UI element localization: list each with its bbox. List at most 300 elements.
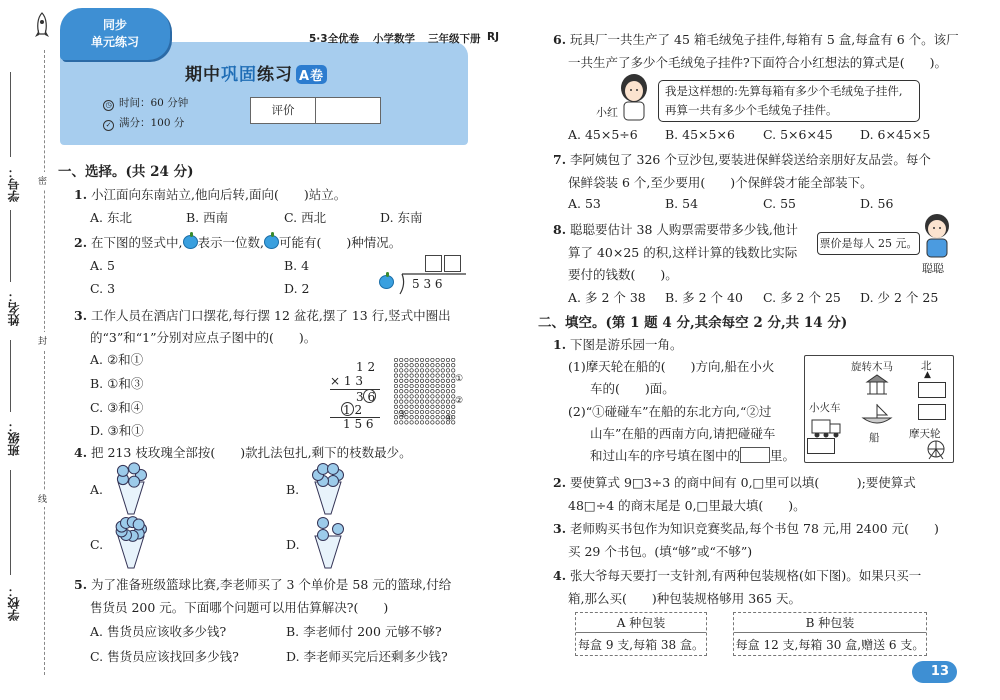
grid-dot	[394, 379, 397, 382]
grid-dot	[405, 379, 408, 382]
s2q2-line1	[553, 473, 916, 491]
boat-label: 船	[869, 432, 880, 444]
q4-stem: 把 213 枝玫瑰全部按( )款扎法包扎,剩下的枝数最少。	[91, 445, 412, 460]
q5-option-b: B. 李老师付 200 元够不够?	[286, 624, 442, 639]
q2-text	[74, 233, 401, 251]
q4-option-d: D.	[286, 537, 300, 552]
grid-dot	[410, 410, 413, 413]
grid-dot	[400, 390, 403, 393]
circled-3-mark	[363, 389, 376, 403]
package-b-title: B 种包装	[734, 613, 926, 633]
s2q1-stem: 下图是游乐园一角。	[570, 337, 683, 352]
grid-dot	[394, 395, 397, 398]
grid-dot	[441, 405, 444, 408]
boy-congcong-icon	[920, 212, 954, 260]
grid-dot	[405, 369, 408, 372]
q5-line2: 售货员 200 元。下面哪个问题可以用估算解决?( )	[90, 600, 389, 615]
grid-dot	[426, 374, 429, 377]
grid-dot	[405, 384, 408, 387]
s2q3-stem-1: 老师购买书包作为知识竞赛奖品,每个书包 78 元,用 2400 元( )	[570, 521, 939, 536]
package-a-title: A 种包装	[576, 613, 706, 633]
s2q4-stem-1: 张大爷每天要打一支针剂,有两种包装规格(如下图)。如果只买一	[570, 568, 922, 583]
rose-flower	[117, 465, 128, 476]
grid-dot	[446, 358, 449, 361]
bouquet-c-icon	[108, 514, 154, 570]
q4-option-a: A.	[90, 482, 104, 497]
dividend-digits: 5 3 6	[412, 277, 443, 291]
grid-dot	[431, 400, 434, 403]
q3-option-d: D. ③和①	[90, 423, 144, 438]
q1-text	[74, 185, 346, 203]
q5-line1	[74, 575, 451, 593]
grid-dot	[400, 358, 403, 361]
q6-num: 6.	[553, 32, 567, 47]
park-map	[804, 355, 954, 463]
grid-dot	[441, 374, 444, 377]
q8-line1	[553, 220, 798, 238]
apple-icon	[264, 235, 279, 249]
grid-dot	[394, 369, 397, 372]
s2q4-line2: 箱,那么买( )种包装规格够用 365 天。	[568, 591, 802, 606]
grid-dot	[441, 395, 444, 398]
student-id-label: 学号：	[7, 166, 21, 202]
q2-option-c: C. 3	[90, 281, 116, 296]
q3-line2: 的“3”和“1”分别对应点子图中的( )。	[90, 330, 317, 345]
grid-dot	[405, 364, 408, 367]
grid-dot	[441, 384, 444, 387]
grid-dot	[436, 421, 439, 424]
boat-icon	[861, 402, 893, 428]
grid-dot	[446, 364, 449, 367]
grid-dot	[410, 395, 413, 398]
bouquet-a-icon	[108, 460, 154, 516]
grid-dot	[436, 416, 439, 419]
q3-option-b: B. ①和③	[90, 376, 144, 391]
grid-dot	[431, 358, 434, 361]
grid-dot	[410, 416, 413, 419]
grid-dot	[394, 400, 397, 403]
grid-dot	[420, 395, 423, 398]
rose-flower	[328, 476, 339, 487]
grid-dot	[394, 405, 397, 408]
grid-dot	[405, 358, 408, 361]
thought-bubble	[658, 80, 920, 122]
score-info	[103, 115, 184, 131]
bouquet-d-icon	[305, 514, 351, 570]
q7-line1	[553, 150, 931, 168]
grid-dot	[420, 369, 423, 372]
grid-dot	[441, 379, 444, 382]
evaluation-box	[250, 97, 381, 124]
s2q3-line2: 买 29 个书包。(填“够”或“不够”)	[568, 544, 753, 559]
carousel-label: 旋转木马	[851, 361, 893, 373]
title-part-c: 练习	[257, 65, 293, 85]
q5-stem-1: 为了准备班级篮球比赛,李老师买了 3 个单价是 58 元的篮球,付给	[91, 577, 452, 592]
grid-dot	[400, 364, 403, 367]
grid-dot	[420, 410, 423, 413]
grid-dot	[394, 390, 397, 393]
q4-option-b: B.	[286, 482, 300, 497]
school-label: 学校：	[7, 585, 21, 621]
q2-option-d: D. 2	[284, 281, 310, 296]
school-line	[10, 470, 11, 575]
package-a-body: 每盒 9 支,每箱 38 盒。	[578, 638, 704, 652]
grid-dot	[431, 395, 434, 398]
grid-dot	[452, 358, 455, 361]
bouquet-wrap	[315, 482, 341, 514]
grid-dot	[452, 364, 455, 367]
grid-dot	[415, 379, 418, 382]
s2q1-text	[553, 335, 683, 353]
grid-dot	[452, 369, 455, 372]
grid-dot	[400, 395, 403, 398]
s2q2-line2: 48□÷4 的商末尾是 0,□里最大填( )。	[568, 498, 806, 513]
s2q4-num: 4.	[553, 568, 567, 583]
grid-dot	[426, 410, 429, 413]
check-icon: ✓	[103, 120, 114, 131]
rose-flower	[318, 517, 329, 528]
grid-dot	[436, 374, 439, 377]
quotient-box	[444, 255, 461, 272]
grid-dot	[436, 400, 439, 403]
s2q3-num: 3.	[553, 521, 567, 536]
rocket-icon	[33, 12, 51, 42]
seal-feng: 封	[38, 332, 47, 349]
package-a-box	[575, 612, 707, 656]
title-part-b: 巩固	[221, 65, 257, 85]
grid-dot	[431, 384, 434, 387]
q2-option-b: B. 4	[284, 258, 310, 273]
q6-option-b: B. 45×5×6	[665, 127, 735, 142]
grid-dot	[394, 374, 397, 377]
q2-stem-a: 在下图的竖式中,	[91, 235, 183, 250]
grid-dot	[415, 374, 418, 377]
q6-stem-1: 玩具厂一共生产了 45 箱毛绒兔子挂件,每箱有 5 盒,每盒有 6 个。该厂	[570, 32, 959, 47]
grid-dot	[420, 416, 423, 419]
north-arrow-icon: ▲	[924, 370, 931, 380]
unit-banner	[60, 8, 170, 60]
s2q1-num: 1.	[553, 337, 567, 352]
region-3-label: ③	[398, 410, 407, 420]
s2q1-p1-line1: (1)摩天轮在船的( )方向,船在小火	[568, 359, 775, 374]
grid-dot	[394, 384, 397, 387]
q8-line2: 算了 40×25 的积,这样计算的钱数比实际	[568, 245, 798, 260]
s2q1-p2-line1: (2)“①碰碰车”在船的东北方向,“②过	[568, 404, 772, 419]
q5-num: 5.	[74, 577, 88, 592]
grid-dot	[431, 374, 434, 377]
section1-heading: 一、选择。(共 24 分)	[58, 164, 194, 180]
grade-label: 三年级下册	[428, 33, 481, 45]
grid-dot	[441, 400, 444, 403]
q4-num: 4.	[74, 445, 88, 460]
section2-heading: 二、填空。(第 1 题 4 分,其余每空 2 分,共 14 分)	[538, 315, 848, 331]
q1-option-b: B. 西南	[186, 210, 229, 225]
answer-box[interactable]	[807, 438, 835, 454]
q1-stem: 小江面向东南站立,他向后转,面向( )站立。	[91, 187, 347, 202]
grid-dot	[452, 384, 455, 387]
grid-dot	[446, 405, 449, 408]
page-title	[185, 60, 327, 85]
grid-dot	[436, 390, 439, 393]
grid-dot	[410, 364, 413, 367]
grid-dot	[441, 364, 444, 367]
q8-num: 8.	[553, 222, 567, 237]
package-b-box	[733, 612, 927, 656]
evaluation-label: 评价	[251, 98, 316, 123]
calc-row5: 1 5 6	[343, 417, 374, 431]
grid-dot	[405, 421, 408, 424]
a-badge: A卷	[296, 65, 327, 84]
grid-dot	[400, 421, 403, 424]
grid-dot	[415, 405, 418, 408]
grid-dot	[420, 379, 423, 382]
q6-line1	[553, 30, 959, 48]
grid-dot	[446, 400, 449, 403]
circled-1-mark	[341, 402, 354, 416]
grid-dot	[405, 405, 408, 408]
grid-dot	[415, 384, 418, 387]
grid-dot	[426, 379, 429, 382]
grid-dot	[415, 421, 418, 424]
grid-dot	[436, 395, 439, 398]
s2q1-p1-line2: 车的( )面。	[590, 381, 675, 396]
grid-dot	[431, 390, 434, 393]
grid-dot	[436, 364, 439, 367]
grid-dot	[405, 390, 408, 393]
grid-dot	[405, 400, 408, 403]
grid-dot	[415, 369, 418, 372]
answer-box[interactable]	[918, 404, 946, 420]
grid-dot	[446, 384, 449, 387]
series-label: 5·3全优卷	[309, 33, 360, 45]
grid-dot	[420, 364, 423, 367]
grid-dot	[415, 390, 418, 393]
q7-option-d: D. 56	[860, 196, 894, 211]
rose-flower	[133, 519, 144, 530]
grid-dot	[441, 369, 444, 372]
grid-dot	[436, 405, 439, 408]
thought-line1: 我是这样想的:先算每箱有多少个毛绒兔子挂件,	[665, 84, 903, 98]
class-label: 班级：	[7, 420, 21, 456]
grid-dot	[410, 384, 413, 387]
grid-dot	[431, 379, 434, 382]
grid-dot	[426, 358, 429, 361]
grid-dot	[431, 421, 434, 424]
q7-option-c: C. 55	[763, 196, 796, 211]
apple-icon	[183, 235, 198, 249]
s2q1-p2-line2: 山车”在船的西南方向,请把碰碰车	[590, 426, 776, 441]
grid-dot	[410, 369, 413, 372]
ticket-bubble: 票价是每人 25 元。	[817, 232, 920, 255]
subject-label: 小学数学	[373, 33, 415, 45]
package-b-body: 每盒 12 支,每箱 30 盒,赠送 6 支。	[735, 638, 925, 652]
xiaohong-label: 小红	[596, 106, 618, 119]
grid-dot	[405, 374, 408, 377]
answer-box[interactable]	[918, 382, 946, 398]
region-2-label: ②	[455, 396, 464, 406]
grid-dot	[441, 358, 444, 361]
grid-dot	[426, 395, 429, 398]
grid-dot	[394, 421, 397, 424]
grid-dot	[441, 416, 444, 419]
name-line	[10, 210, 11, 282]
q3-num: 3.	[74, 308, 88, 323]
bouquet-b-icon	[305, 460, 351, 516]
time-text: 时间：60 分钟	[119, 97, 189, 109]
grid-dot	[405, 395, 408, 398]
s2q1-p2-line3-text: 和过山车的序号填在图中的	[590, 448, 741, 463]
grid-dot	[400, 374, 403, 377]
q3-option-c: C. ③和④	[90, 400, 144, 415]
train-label: 小火车	[809, 402, 841, 414]
grid-dot	[410, 374, 413, 377]
grid-dot	[410, 405, 413, 408]
student-id-line	[10, 72, 11, 157]
class-line	[10, 340, 11, 412]
grid-dot	[420, 421, 423, 424]
grid-dot	[420, 400, 423, 403]
s2q2-stem-1: 要使算式 9□3÷3 的商中间有 0,□里可以填( );要使算式	[570, 475, 916, 490]
grid-dot	[436, 410, 439, 413]
grid-dot	[426, 384, 429, 387]
grid-dot	[400, 379, 403, 382]
grid-dot	[441, 421, 444, 424]
grid-dot	[431, 410, 434, 413]
q8-option-d: D. 少 2 个 25	[860, 290, 939, 305]
wheel-label: 摩天轮	[909, 428, 941, 440]
grid-dot	[436, 379, 439, 382]
region-1-label: ①	[455, 374, 464, 384]
grid-dot	[426, 400, 429, 403]
q8-option-a: A. 多 2 个 38	[568, 290, 646, 305]
grid-dot	[410, 400, 413, 403]
q1-option-d: D. 东南	[380, 210, 423, 225]
title-part-a: 期中	[185, 65, 221, 85]
q6-option-c: C. 5×6×45	[763, 127, 833, 142]
name-label: 姓名：	[7, 290, 21, 326]
s2q1-p2-tail: 里。	[770, 448, 796, 463]
girl-xiaohong-icon	[614, 72, 654, 124]
q1-option-c: C. 西北	[284, 210, 327, 225]
grid-dot	[436, 384, 439, 387]
grid-dot	[415, 400, 418, 403]
grid-dot	[415, 410, 418, 413]
q2-stem-b: 表示一位数,	[197, 235, 265, 250]
grid-dot	[431, 369, 434, 372]
calc-row3: 3 6	[356, 390, 376, 404]
grid-dot	[410, 421, 413, 424]
grid-dot	[446, 390, 449, 393]
q2-stem-c: 可能有( )种情况。	[279, 235, 402, 250]
grid-dot	[415, 395, 418, 398]
grid-dot	[431, 416, 434, 419]
edition-label: RJ	[487, 31, 499, 43]
s2q3-line1	[553, 519, 939, 537]
q3-option-a: A. ②和①	[90, 352, 144, 367]
q6-option-a: A. 45×5÷6	[568, 127, 638, 142]
grid-dot	[452, 390, 455, 393]
q5-option-c: C. 售货员应该找回多少钱?	[90, 649, 239, 664]
carousel-icon	[865, 374, 889, 396]
grid-dot	[400, 400, 403, 403]
s2q1-p2-line3	[590, 446, 795, 464]
apple-divisor-icon	[379, 275, 394, 289]
rose-flower	[129, 476, 140, 487]
grid-dot	[400, 405, 403, 408]
q5-option-a: A. 售货员应该收多少钱?	[90, 624, 227, 639]
banner-line1: 同步	[102, 18, 127, 32]
region-4-label: ④	[445, 414, 454, 424]
calc-row4: 1 2	[343, 403, 363, 417]
grid-dot	[436, 369, 439, 372]
seal-xian: 线	[38, 490, 47, 507]
grid-dot	[420, 358, 423, 361]
time-info	[103, 95, 188, 111]
bouquet-wrap	[315, 536, 341, 568]
train-icon	[811, 416, 841, 438]
grid-dot	[426, 421, 429, 424]
q1-num: 1.	[74, 187, 88, 202]
q8-line3: 要付的钱数( )。	[568, 267, 678, 282]
q6-line2: 一共生产了多少个毛绒兔子挂件?下面符合小红想法的算式是( )。	[568, 55, 947, 70]
q7-num: 7.	[553, 152, 567, 167]
grid-dot	[400, 369, 403, 372]
grid-dot	[446, 395, 449, 398]
banner-line2: 单元练习	[90, 35, 139, 49]
binding-line	[44, 50, 45, 675]
rose-flower	[129, 463, 140, 474]
grid-dot	[420, 374, 423, 377]
q3-stem-1: 工作人员在酒店门口摆花,每行摆 12 盆花,摆了 13 行,竖式中圈出	[91, 308, 451, 323]
ferris-wheel-icon	[923, 440, 949, 460]
thought-line2: 再算一共有多少个毛绒兔子挂件。	[665, 103, 838, 117]
q2-option-a: A. 5	[90, 258, 115, 273]
grid-dot	[420, 390, 423, 393]
grid-dot	[436, 358, 439, 361]
grid-dot	[410, 379, 413, 382]
grid-dot	[426, 364, 429, 367]
q7-line2: 保鲜袋装 6 个,至少要用( )个保鲜袋才能全部装下。	[568, 175, 873, 190]
seal-mi: 密	[38, 172, 47, 189]
calc-row1: 1 2	[356, 360, 376, 374]
q5-option-d: D. 李老师买完后还剩多少钱?	[286, 649, 448, 664]
grid-dot	[431, 405, 434, 408]
grid-dot	[415, 416, 418, 419]
grid-dot	[415, 358, 418, 361]
grid-dot	[431, 364, 434, 367]
q8-option-c: C. 多 2 个 25	[763, 290, 841, 305]
grid-dot	[441, 410, 444, 413]
grid-dot	[426, 369, 429, 372]
score-text: 满分：100 分	[119, 117, 185, 129]
calc-row2: × 1 3	[330, 374, 363, 388]
quotient-box	[425, 255, 442, 272]
rose-flower	[318, 463, 329, 474]
grid-dot	[426, 405, 429, 408]
congcong-label: 聪聪	[922, 262, 944, 275]
grid-dot	[400, 384, 403, 387]
q7-option-a: A. 53	[568, 196, 601, 211]
grid-dot	[410, 358, 413, 361]
q4-text	[74, 443, 412, 461]
answer-box[interactable]	[740, 447, 770, 463]
q4-option-c: C.	[90, 537, 104, 552]
page-number: 13	[912, 661, 957, 683]
grid-dot	[446, 379, 449, 382]
s2q2-num: 2.	[553, 475, 567, 490]
q8-stem-1: 聪聪要估计 38 人购票需要带多少钱,他计	[570, 222, 798, 237]
grid-dot	[410, 390, 413, 393]
